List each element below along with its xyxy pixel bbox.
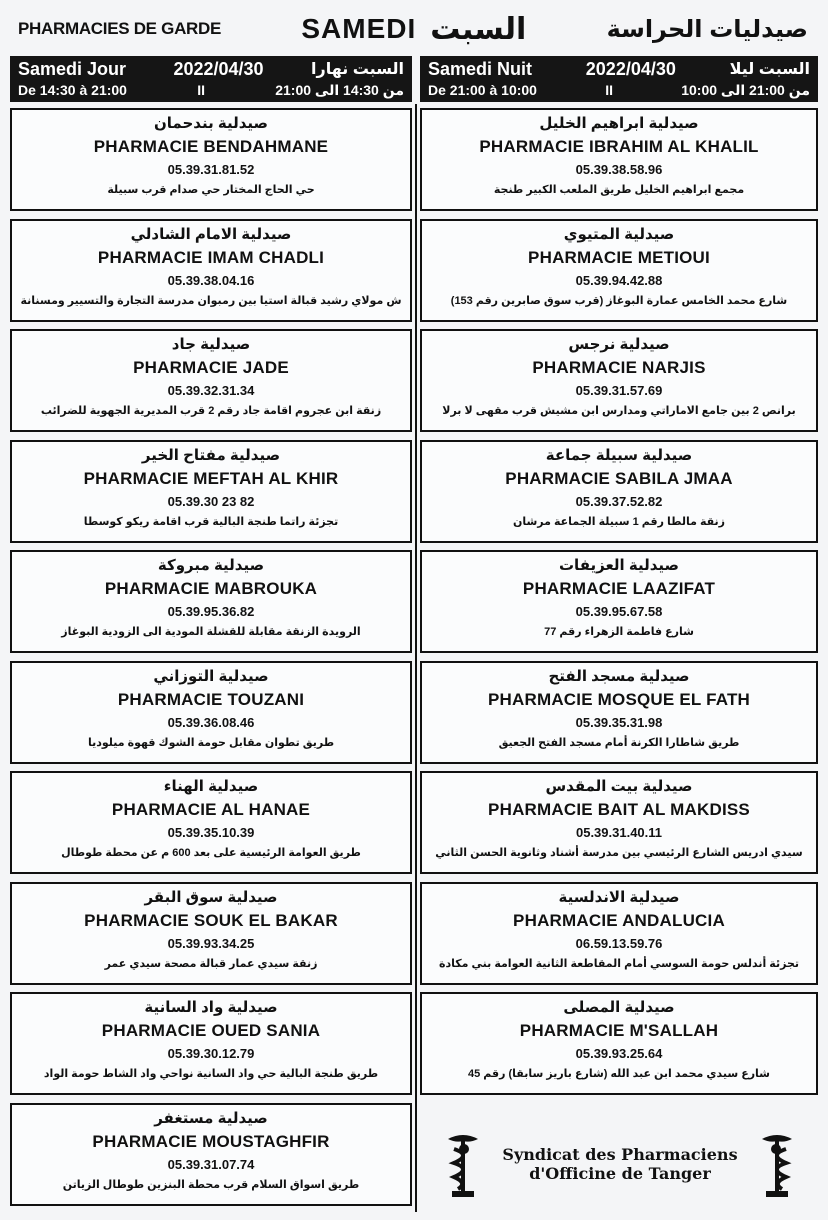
syndicat-line-2: d'Officine de Tanger	[529, 1164, 711, 1183]
pharmacy-card	[420, 992, 818, 1095]
pharmacy-name: PHARMACIE SABILA JMAA	[505, 468, 733, 488]
pharmacy-name: PHARMACIE IBRAHIM AL KHALIL	[479, 137, 759, 156]
pharmacy-card	[10, 108, 412, 211]
pharmacy-phone: 05.39.93.34.25	[167, 935, 255, 951]
pharmacy-ar-name: صيدلية مسجد الفتح	[548, 667, 690, 685]
night-band-label: Samedi Nuit	[428, 58, 533, 79]
pharmacy-phone: 05.39.95.36.82	[167, 604, 255, 619]
pharmacy-name: PHARMACIE MEFTAH AL KHIR	[83, 468, 339, 488]
pharmacy-ar-name: صيدلية بيت المقدس	[545, 778, 693, 795]
pharmacy-ar-name: صيدلية بندحمان	[153, 115, 269, 132]
pharmacy-ar-name: صيدلية الهناء	[163, 778, 259, 795]
pharmacy-card	[420, 108, 818, 211]
pharmacy-address: طريق شاطارا الكرنة أمام مسجد الفتح الجعيق	[498, 736, 740, 749]
pharmacy-name: PHARMACIE ANDALUCIA	[513, 910, 725, 930]
pharmacy-address: طريق طنجة البالية حي واد السانية نواحي واد الشاط حومة الواد	[43, 1068, 379, 1080]
day-band-hours-ar: من 14:30 الى 21:00	[275, 81, 404, 98]
pharmacy-name: PHARMACIE M'SALLAH	[519, 1021, 719, 1040]
pharmacy-card	[10, 1103, 412, 1206]
pharmacy-phone: 06.59.13.59.76	[575, 935, 663, 951]
pharmacy-ar-name: صيدلية التوزاني	[153, 667, 269, 685]
pharmacy-phone: 05.39.31.81.52	[167, 162, 255, 177]
pharmacy-card	[420, 550, 818, 653]
pharmacy-phone: 05.39.38.04.16	[167, 272, 255, 288]
pharmacy-ar-name: صيدلية الامام الشادلي	[130, 225, 292, 243]
night-band-ar-label: السبت ليلا	[729, 61, 810, 78]
pharmacy-address: شارع محمد الخامس عمارة البوغاز (قرب سوق صابرين رقم 153)	[450, 294, 788, 307]
pharmacy-phone: 05.39.31.07.74	[167, 1156, 255, 1172]
pharmacy-name: PHARMACIE MABROUKA	[104, 579, 318, 598]
pharmacy-card	[420, 771, 818, 874]
pharmacy-address: تجزئة أندلس حومة السوسي أمام المقاطعة الثانية العوامة بني مكادة	[438, 957, 800, 970]
pharmacy-phone: 05.39.32.31.34	[167, 383, 255, 398]
page-header	[8, 6, 818, 52]
day-band-separator: II	[197, 82, 205, 98]
pharmacy-phone: 05.39.30.12.79	[167, 1046, 255, 1061]
pharmacy-name: PHARMACIE BENDAHMANE	[93, 137, 329, 156]
pharmacy-card	[10, 550, 412, 653]
pharmacy-ar-name: صيدلية العزيفات	[558, 557, 679, 574]
pharmacy-address: الرويدة الزنقة مقابلة للقشلة المودية الى الزودية البوغاز	[61, 626, 361, 638]
night-band-separator: II	[605, 82, 613, 98]
pharmacy-name: PHARMACIE METIOUI	[528, 247, 710, 267]
pharmacy-address: طريق اسواق السلام قرب محطة البنزين طوطال الزياتن	[62, 1178, 360, 1191]
pharmacy-ar-name: صيدلية جاد	[171, 336, 251, 353]
pharmacy-ar-name: صيدلية سبيلة جماعة	[545, 446, 693, 464]
pharmacy-name: PHARMACIE MOUSTAGHFIR	[92, 1131, 330, 1151]
pharmacy-ar-name: صيدلية مستغفر	[154, 1109, 268, 1127]
pharmacy-ar-name: صيدلية نرجس	[568, 336, 670, 353]
pharmacy-address: برانص 2 بين جامع الاماراتي ومدارس ابن مشيش قرب مقهى لا برلا	[442, 405, 796, 417]
night-band-date: 2022/04/30	[585, 58, 676, 79]
day-band-hours-fr: De 14:30 à 21:00	[18, 82, 127, 98]
pharmacy-address: حي الحاج المختار حي صدام قرب سبيلة	[107, 184, 315, 196]
header-day-fr: SAMEDI	[301, 13, 417, 44]
pharmacy-card	[10, 661, 412, 764]
pharmacy-card	[420, 661, 818, 764]
syndicat-line-1: Syndicat des Pharmaciens	[502, 1145, 738, 1164]
pharmacy-name: PHARMACIE OUED SANIA	[101, 1021, 321, 1040]
pharmacy-phone: 05.39.38.58.96	[575, 162, 663, 177]
pharmacy-ar-name: صيدلية سوق البقر	[144, 888, 278, 906]
header-ar-title: صيدليات الحراسة	[606, 15, 808, 43]
pharmacy-ar-name: صيدلية واد السانية	[144, 999, 278, 1016]
pharmacy-name: PHARMACIE LAAZIFAT	[522, 579, 716, 598]
pharmacy-ar-name: صيدلية الاندلسية	[558, 888, 680, 906]
night-band	[420, 56, 818, 102]
pharmacy-address: شارع فاطمة الزهراء رقم 77	[544, 626, 694, 638]
pharmacy-address: سيدي ادريس الشارع الرئيسي بين مدرسة أشناد وثانوية الحسن الثاني	[435, 847, 803, 859]
pharmacy-name: PHARMACIE IMAM CHADLI	[97, 247, 325, 267]
pharmacy-address: شارع سيدي محمد ابن عبد الله (شارع باريز سابقا) رقم 45	[467, 1068, 770, 1080]
night-band-hours-ar: من 21:00 الى 10:00	[681, 81, 810, 98]
header-day	[301, 12, 526, 47]
pharmacy-phone: 05.39.93.25.64	[575, 1046, 663, 1061]
pharmacy-name: PHARMACIE MOSQUE EL FATH	[487, 689, 751, 709]
pharmacy-ar-name: صيدلية المصلى	[563, 999, 675, 1016]
day-band	[10, 56, 412, 102]
pharmacy-name: PHARMACIE SOUK EL BAKAR	[84, 910, 338, 930]
pharmacy-name: PHARMACIE NARJIS	[532, 358, 706, 377]
column-divider	[415, 104, 417, 1212]
pharmacy-card	[420, 440, 818, 543]
header-day-ar: السبت	[430, 12, 527, 46]
pharmacy-card	[420, 219, 818, 322]
pharmacy-phone: 05.39.94.42.88	[575, 272, 663, 288]
pharmacy-address: طريق تطوان مقابل حومة الشوك قهوة ميلوديا	[87, 736, 335, 749]
syndicat-text	[486, 1145, 754, 1183]
night-band-hours-fr: De 21:00 à 10:00	[428, 82, 537, 98]
pharmacy-card	[420, 329, 818, 432]
pharmacy-address: مجمع ابراهيم الخليل طريق الملعب الكبير طنجة	[493, 184, 745, 196]
pharmacy-card	[10, 219, 412, 322]
pharmacy-name: PHARMACIE AL HANAE	[111, 800, 311, 819]
pharmacy-name: PHARMACIE JADE	[133, 358, 289, 377]
caduceus-icon	[754, 1129, 800, 1199]
pharmacy-name: PHARMACIE TOUZANI	[117, 689, 305, 709]
day-band-label: Samedi Jour	[18, 58, 127, 79]
pharmacy-phone: 05.39.35.10.39	[167, 825, 255, 840]
pharmacy-phone: 05.39.36.08.46	[167, 714, 255, 730]
pharmacy-card	[10, 882, 412, 985]
pharmacy-phone: 05.39.95.67.58	[575, 604, 663, 619]
pharmacy-address: طريق العوامة الرئيسية على بعد 600 م عن محطة طوطال	[61, 847, 361, 859]
pharmacy-ar-name: صيدلية ابراهيم الخليل	[539, 115, 699, 132]
pharmacy-ar-name: صيدلية مبروكة	[157, 557, 265, 574]
pharmacy-address: زنقة ابن عجروم اقامة جاد رقم 2 قرب المديرية الجهوية للضرائب	[40, 405, 382, 417]
pharmacy-phone: 05.39.31.40.11	[575, 825, 663, 840]
pharmacy-card	[10, 440, 412, 543]
pharmacy-phone: 05.39.31.57.69	[575, 383, 663, 398]
pharmacy-phone: 05.39.30 23 82	[167, 493, 255, 509]
pharmacy-card	[10, 771, 412, 874]
day-band-date: 2022/04/30	[173, 58, 264, 79]
pharmacy-address: زنقة سيدي عمار قبالة مصحة سيدي عمر	[104, 957, 318, 970]
pharmacy-phone: 05.39.35.31.98	[575, 714, 663, 730]
pharmacy-phone: 05.39.37.52.82	[575, 493, 663, 509]
caduceus-icon	[440, 1129, 486, 1199]
pharmacy-ar-name: صيدلية مفتاح الخير	[141, 446, 281, 464]
pharmacy-card	[420, 882, 818, 985]
pharmacy-card	[10, 992, 412, 1095]
pharmacy-address: ش مولاي رشيد قبالة استيا بين رمبوان مدرسة التجارة والتسيير ومسنانة	[20, 294, 402, 307]
pharmacy-address: تجزئة راتما طنجة البالية قرب اقامة ريكو كوسطا	[83, 515, 339, 528]
pharmacy-ar-name: صيدلية المتيوي	[563, 225, 675, 243]
pharmacy-name: PHARMACIE BAIT AL MAKDISS	[488, 800, 750, 819]
header-fr-title: PHARMACIES DE GARDE	[18, 19, 222, 38]
day-band-ar-label: السبت نهارا	[311, 61, 404, 78]
pharmacy-card	[10, 329, 412, 432]
pharmacy-address: زنقة مالطا رقم 1 سبيلة الجماعة مرشان	[512, 515, 726, 528]
syndicat-footer	[440, 1124, 800, 1204]
